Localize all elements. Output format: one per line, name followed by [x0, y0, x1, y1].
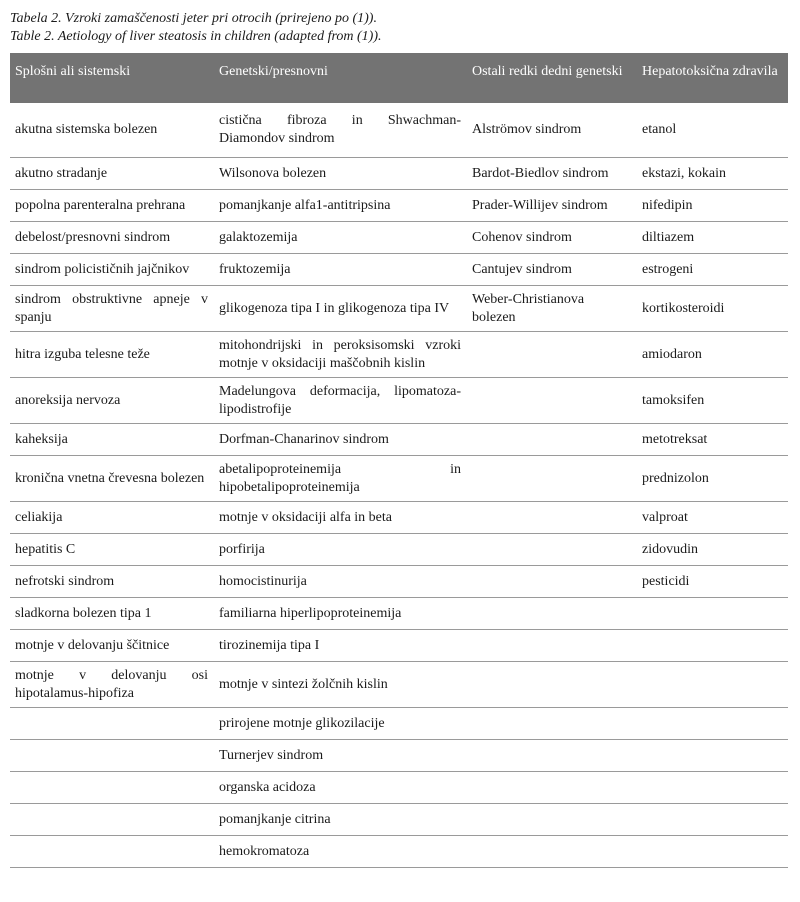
header-rare-hereditary: Ostali redki dedni genetski: [467, 53, 637, 103]
cell-text: kaheksija: [15, 431, 68, 447]
drug-cell: [637, 222, 788, 254]
table-row: [10, 772, 788, 804]
rare-hereditary-cell: [467, 456, 637, 502]
table-row: [10, 566, 788, 598]
genetic-cell: [214, 502, 467, 534]
rare-hereditary-cell: [467, 158, 637, 190]
cell-text: Turnerjev sindrom: [219, 747, 324, 763]
genetic-cell: [214, 254, 467, 286]
rare-hereditary-cell: [467, 740, 637, 772]
cell-text: anoreksija nervoza: [15, 392, 121, 408]
rare-hereditary-cell: [467, 836, 637, 868]
rare-hereditary-cell: [467, 286, 637, 332]
table-row: [10, 534, 788, 566]
cell-text: hepatitis C: [15, 541, 76, 557]
cell-text: nefrotski sindrom: [15, 573, 115, 589]
genetic-cell: [214, 630, 467, 662]
cell-text: Prader-Willijev sindrom: [472, 197, 608, 213]
cell-text: mitohondrijski in peroksisomski vzroki motnje v oksidaciji maščobnih kislin: [219, 337, 461, 371]
header-hepatotoxic-drugs: Hepatotoksična zdravila: [637, 53, 788, 103]
cell-text: Madelungova deformacija, lipomatoza-lipodistrofije: [219, 383, 461, 417]
table-row: [10, 630, 788, 662]
cell-text: kortikosteroidi: [642, 300, 725, 316]
cell-text: Cohenov sindrom: [472, 229, 572, 245]
rare-hereditary-cell: [467, 424, 637, 456]
systemic-cell: [10, 804, 214, 836]
table-row: [10, 222, 788, 254]
cell-text: valproat: [642, 509, 688, 525]
cell-text: diltiazem: [642, 229, 695, 245]
table-row: [10, 836, 788, 868]
systemic-cell: [10, 598, 214, 630]
systemic-cell: [10, 772, 214, 804]
drug-cell: [637, 836, 788, 868]
genetic-cell: [214, 804, 467, 836]
drug-cell: [637, 332, 788, 378]
table-row: [10, 804, 788, 836]
table-row: [10, 254, 788, 286]
drug-cell: [637, 708, 788, 740]
cell-text: celiakija: [15, 509, 63, 525]
genetic-cell: [214, 662, 467, 708]
cell-text: motnje v sintezi žolčnih kislin: [219, 676, 388, 692]
rare-hereditary-cell: [467, 222, 637, 254]
cell-text: homocistinurija: [219, 573, 307, 589]
cell-text: motnje v delovanju ščitnice: [15, 637, 170, 653]
cell-text: Weber-Christianova bolezen: [472, 291, 585, 325]
cell-text: sladkorna bolezen tipa 1: [15, 605, 152, 621]
systemic-cell: [10, 662, 214, 708]
drug-cell: [637, 378, 788, 424]
genetic-cell: [214, 708, 467, 740]
cell-text: nifedipin: [642, 197, 693, 213]
drug-cell: [637, 158, 788, 190]
table-row: [10, 708, 788, 740]
table-row: [10, 598, 788, 630]
drug-cell: [637, 740, 788, 772]
systemic-cell: [10, 456, 214, 502]
header-row: [10, 53, 788, 103]
cell-text: akutna sistemska bolezen: [15, 122, 158, 137]
systemic-cell: [10, 254, 214, 286]
cell-text: Bardot-Biedlov sindrom: [472, 165, 609, 181]
cell-text: zidovudin: [642, 541, 698, 557]
drug-cell: [637, 772, 788, 804]
drug-cell: [637, 804, 788, 836]
rare-hereditary-cell: [467, 598, 637, 630]
cell-text: tamoksifen: [642, 392, 705, 408]
cell-text: sindrom obstruktivne apneje v spanju: [15, 291, 208, 325]
drug-cell: [637, 286, 788, 332]
cell-text: hemokromatoza: [219, 843, 310, 859]
cell-text: galaktozemija: [219, 229, 298, 245]
systemic-cell: [10, 103, 214, 158]
caption-slovenian: Tabela 2. Vzroki zamaščenosti jeter pri otrocih (prirejeno po (1)).: [10, 11, 377, 26]
rare-hereditary-cell: [467, 534, 637, 566]
systemic-cell: [10, 836, 214, 868]
rare-hereditary-cell: [467, 378, 637, 424]
cell-text: estrogeni: [642, 261, 694, 277]
genetic-cell: [214, 332, 467, 378]
drug-cell: [637, 103, 788, 158]
cell-text: Cantujev sindrom: [472, 261, 572, 277]
drug-cell: [637, 534, 788, 566]
drug-cell: [637, 630, 788, 662]
genetic-cell: [214, 424, 467, 456]
cell-text: tirozinemija tipa I: [219, 637, 320, 653]
cell-text: Dorfman-Chanarinov sindrom: [219, 431, 389, 447]
cell-text: hitra izguba telesne teže: [15, 346, 150, 362]
cell-text: metotreksat: [642, 431, 708, 447]
cell-text: fruktozemija: [219, 261, 291, 277]
aetiology-table: [10, 53, 788, 868]
table-row: [10, 332, 788, 378]
table-row: [10, 286, 788, 332]
systemic-cell: [10, 566, 214, 598]
table-body: [10, 103, 788, 868]
genetic-cell: [214, 222, 467, 254]
genetic-cell: [214, 286, 467, 332]
drug-cell: [637, 254, 788, 286]
systemic-cell: [10, 630, 214, 662]
cell-text: pomanjkanje citrina: [219, 811, 331, 827]
cell-text: porfirija: [219, 541, 265, 557]
rare-hereditary-cell: [467, 708, 637, 740]
drug-cell: [637, 190, 788, 222]
genetic-cell: [214, 836, 467, 868]
cell-text: amiodaron: [642, 346, 702, 362]
drug-cell: [637, 424, 788, 456]
cell-text: Alströmov sindrom: [472, 122, 582, 137]
cell-text: prednizolon: [642, 470, 709, 486]
genetic-cell: [214, 103, 467, 158]
rare-hereditary-cell: [467, 190, 637, 222]
rare-hereditary-cell: [467, 254, 637, 286]
genetic-cell: [214, 190, 467, 222]
header-systemic: Splošni ali sistemski: [10, 53, 214, 103]
rare-hereditary-cell: [467, 566, 637, 598]
systemic-cell: [10, 222, 214, 254]
rare-hereditary-cell: [467, 502, 637, 534]
rare-hereditary-cell: [467, 772, 637, 804]
cell-text: glikogenoza tipa I in glikogenoza tipa IV: [219, 300, 450, 316]
systemic-cell: [10, 502, 214, 534]
cell-text: Wilsonova bolezen: [219, 165, 327, 181]
genetic-cell: [214, 378, 467, 424]
rare-hereditary-cell: [467, 662, 637, 708]
genetic-cell: [214, 566, 467, 598]
systemic-cell: [10, 708, 214, 740]
table-row: [10, 378, 788, 424]
table-row: [10, 190, 788, 222]
cell-text: etanol: [642, 122, 677, 137]
cell-text: familiarna hiperlipoproteinemija: [219, 605, 402, 621]
drug-cell: [637, 502, 788, 534]
systemic-cell: [10, 286, 214, 332]
drug-cell: [637, 456, 788, 502]
cell-text: prirojene motnje glikozilacije: [219, 715, 385, 731]
drug-cell: [637, 662, 788, 708]
table-row: [10, 424, 788, 456]
genetic-cell: [214, 534, 467, 566]
cell-text: kronična vnetna črevesna bolezen: [15, 470, 205, 486]
cell-text: abetalipoproteinemija in hipobetalipoproteinemija: [219, 461, 461, 495]
cell-text: motnje v delovanju osi hipotalamus-hipofiza: [15, 667, 208, 701]
rare-hereditary-cell: [467, 630, 637, 662]
cell-text: motnje v oksidaciji alfa in beta: [219, 509, 393, 525]
drug-cell: [637, 598, 788, 630]
cell-text: debelost/presnovni sindrom: [15, 229, 171, 245]
systemic-cell: [10, 424, 214, 456]
table-row: [10, 662, 788, 708]
cell-text: sindrom policističnih jajčnikov: [15, 261, 190, 277]
table-row: [10, 456, 788, 502]
rare-hereditary-cell: [467, 804, 637, 836]
systemic-cell: [10, 740, 214, 772]
cell-text: pesticidi: [642, 573, 690, 589]
table-row: [10, 740, 788, 772]
systemic-cell: [10, 534, 214, 566]
table-row: [10, 158, 788, 190]
genetic-cell: [214, 598, 467, 630]
genetic-cell: [214, 158, 467, 190]
rare-hereditary-cell: [467, 103, 637, 158]
cell-text: popolna parenteralna prehrana: [15, 197, 186, 213]
systemic-cell: [10, 158, 214, 190]
genetic-cell: [214, 740, 467, 772]
cell-text: organska acidoza: [219, 779, 316, 795]
cell-text: akutno stradanje: [15, 165, 108, 181]
cell-text: pomanjkanje alfa1-antitripsina: [219, 197, 391, 213]
systemic-cell: [10, 332, 214, 378]
cell-text: ekstazi, kokain: [642, 165, 726, 181]
genetic-cell: [214, 456, 467, 502]
cell-text: cistična fibroza in Shwachman-Diamondov sindrom: [219, 113, 461, 146]
table-row: [10, 502, 788, 534]
drug-cell: [637, 566, 788, 598]
header-genetic-metabolic: Genetski/presnovni: [214, 53, 467, 103]
genetic-cell: [214, 772, 467, 804]
table-caption: [10, 10, 790, 46]
rare-hereditary-cell: [467, 332, 637, 378]
caption-english: Table 2. Aetiology of liver steatosis in children (adapted from (1)).: [10, 29, 382, 44]
systemic-cell: [10, 378, 214, 424]
systemic-cell: [10, 190, 214, 222]
table-row: [10, 103, 788, 158]
